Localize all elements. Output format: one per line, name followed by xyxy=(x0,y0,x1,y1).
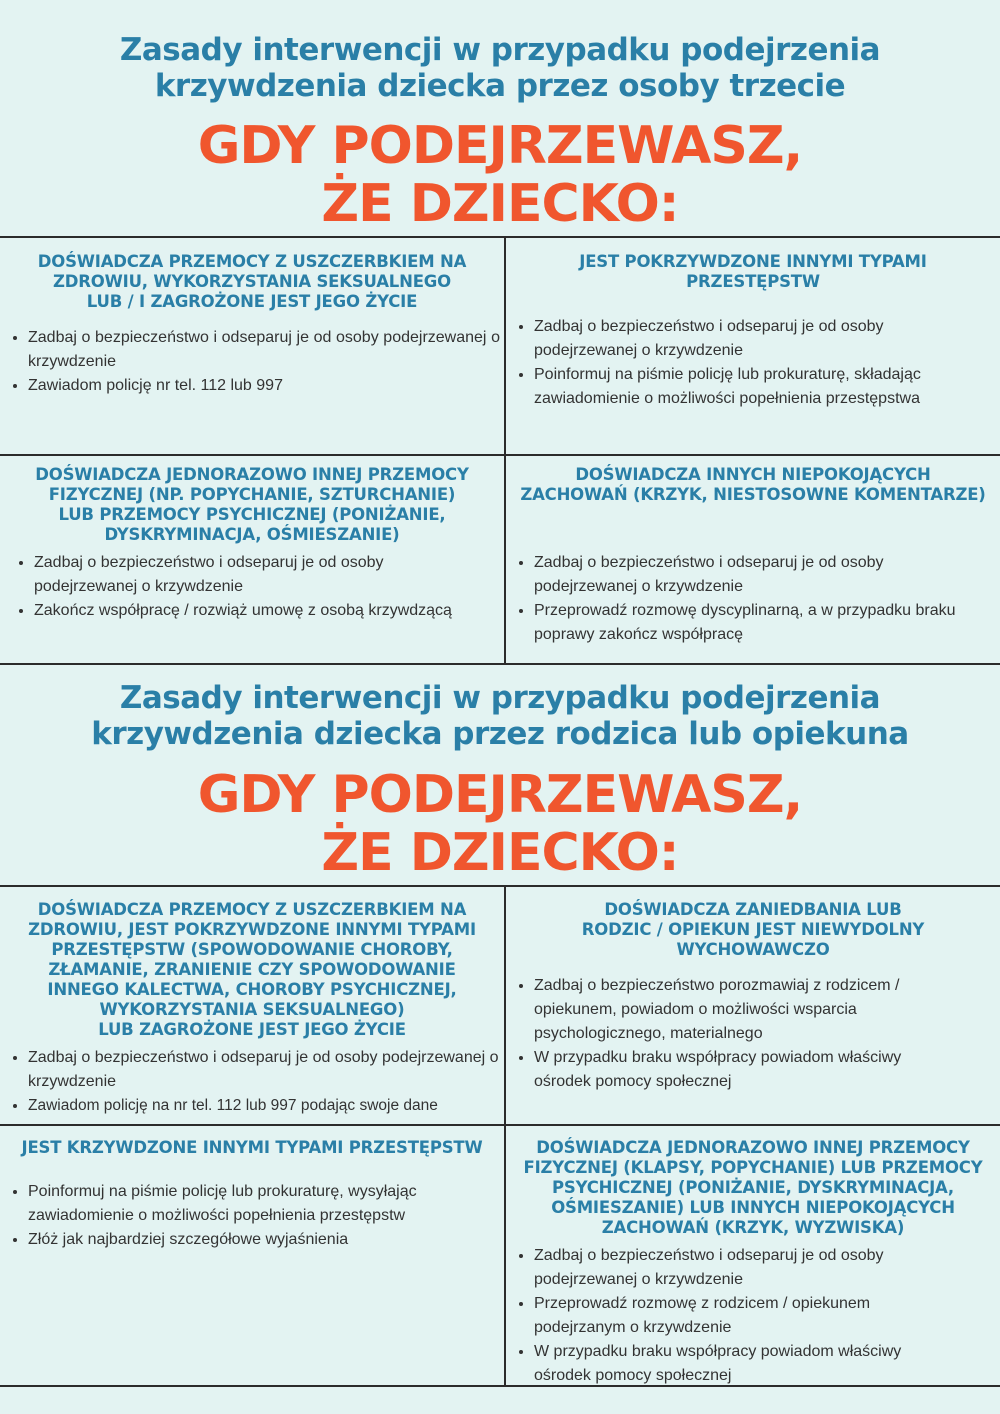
cell-title-line: LUB ZAGROŻONE JEST JEGO ŻYCIE xyxy=(98,1020,406,1039)
cell-list xyxy=(506,551,1000,647)
list-item: • Zadbaj o bezpieczeństwo i odseparuj je od osoby podejrzewanej o krzywdzenie xyxy=(534,551,960,599)
section1-title xyxy=(0,32,1000,104)
section1-big-title xyxy=(0,117,1000,233)
s1-cell-4 xyxy=(506,465,1000,647)
cell-list xyxy=(0,1180,504,1252)
cell-title-line: PRZESTĘPSTW (SPOWODOWANIE CHOROBY, xyxy=(51,940,453,959)
cell-list xyxy=(506,315,1000,411)
list-item: • Poinformuj na piśmie policję lub prokuraturę, składając zawiadomienie o możliwości popełnienia przestępstwa xyxy=(534,363,982,411)
cell-title-line: DOŚWIADCZA INNYCH NIEPOKOJĄCYCH xyxy=(575,465,931,484)
cell-title-line: ZDROWIU, JEST POKRZYWDZONE INNYMI TYPAMI xyxy=(28,920,476,939)
cell-title-line: PRZESTĘPSTW xyxy=(686,272,820,291)
s2-cell-1 xyxy=(0,900,504,1118)
section1-title-line2: krzywdzenia dziecka przez osoby trzecie xyxy=(154,68,846,104)
list-item: • Przeprowadź rozmowę z rodzicem / opiekunem podejrzanym o krzywdzenie xyxy=(534,1292,960,1340)
s2-cell-2 xyxy=(506,900,1000,1094)
divider xyxy=(0,663,1000,665)
cell-title-line: INNEGO KALECTWA, CHOROBY PSYCHICZNEJ, xyxy=(47,980,457,999)
cell-title-line: JEST POKRZYWDZONE INNYMI TYPAMI xyxy=(579,252,927,271)
list-item: • Zadbaj o bezpieczeństwo i odseparuj je od osoby podejrzewanej o krzywdzenie xyxy=(534,315,982,363)
cell-title-line: ZACHOWAŃ (KRZYK, WYZWISKA) xyxy=(601,1218,905,1237)
cell-title xyxy=(506,465,1000,505)
cell-title-line: LUB / I ZAGROŻONE JEST JEGO ŻYCIE xyxy=(86,292,418,311)
s1-cell-1 xyxy=(0,252,504,398)
s2-cell-4 xyxy=(506,1138,1000,1388)
cell-title xyxy=(0,1138,504,1158)
cell-list xyxy=(506,974,1000,1094)
cell-list xyxy=(506,1244,1000,1388)
cell-title-line: ZDROWIU, WYKORZYSTANIA SEKSUALNEGO xyxy=(53,272,451,291)
section2-title-line2: krzywdzenia dziecka przez rodzica lub opiekuna xyxy=(91,716,909,752)
list-item: • Zadbaj o bezpieczeństwo i odseparuj je od osoby podejrzewanej o krzywdzenie xyxy=(28,1046,502,1094)
divider xyxy=(0,1124,1000,1126)
section2-title xyxy=(0,680,1000,752)
cell-title-line: FIZYCZNEJ (NP. POPYCHANIE, SZTURCHANIE) xyxy=(48,485,456,504)
list-item: • Zadbaj o bezpieczeństwo i odseparuj je od osoby podejrzewanej o krzywdzenie xyxy=(34,551,464,599)
cell-title xyxy=(0,252,504,312)
section2-big-line2: ŻE DZIECKO: xyxy=(321,823,679,883)
cell-title-line: OŚMIESZANIE) LUB INNYCH NIEPOKOJĄCYCH xyxy=(551,1198,955,1217)
cell-title-line: DOŚWIADCZA JEDNORAZOWO INNEJ PRZEMOCY xyxy=(35,465,469,484)
section2-big-title xyxy=(0,766,1000,882)
list-item: • Przeprowadź rozmowę dyscyplinarną, a w przypadku braku poprawy zakończ współpracę xyxy=(534,599,960,647)
cell-title-line: DYSKRYMINACJA, OŚMIESZANIE) xyxy=(104,525,400,544)
cell-list xyxy=(0,551,504,623)
list-item: • W przypadku braku współpracy powiadom właściwy ośrodek pomocy społecznej xyxy=(534,1046,960,1094)
section2-title-line1: Zasady interwencji w przypadku podejrzenia xyxy=(119,680,881,716)
divider xyxy=(0,454,1000,456)
cell-title xyxy=(0,900,504,1040)
cell-list xyxy=(0,326,504,398)
cell-title xyxy=(506,252,1000,292)
s2-cell-3 xyxy=(0,1138,504,1252)
list-item: • W przypadku braku współpracy powiadom właściwy ośrodek pomocy społecznej xyxy=(534,1340,960,1388)
cell-title-line: PSYCHICZNEJ (PONIŻANIE, DYSKRYMINACJA, xyxy=(552,1178,954,1197)
cell-title-line: ZACHOWAŃ (KRZYK, NIESTOSOWNE KOMENTARZE) xyxy=(520,485,986,504)
cell-title-line: FIZYCZNEJ (KLAPSY, POPYCHANIE) LUB PRZEMOCY xyxy=(523,1158,983,1177)
cell-title-line: DOŚWIADCZA PRZEMOCY Z USZCZERBKIEM NA xyxy=(37,252,467,271)
list-item: • Zawiadom policję nr tel. 112 lub 997 xyxy=(28,374,500,398)
cell-list xyxy=(0,1046,504,1118)
cell-title-line: ZŁAMANIE, ZRANIENIE CZY SPOWODOWANIE xyxy=(48,960,456,979)
list-item: • Zawiadom policję na nr tel. 112 lub 997 podając swoje dane xyxy=(28,1094,502,1118)
cell-title-line: WYKORZYSTANIA SEKSUALNEGO) xyxy=(99,1000,405,1019)
s1-cell-3 xyxy=(0,465,504,623)
cell-title xyxy=(506,1138,1000,1238)
cell-title-line: DOŚWIADCZA ZANIEDBANIA LUB xyxy=(604,900,902,919)
list-item: • Zakończ współpracę / rozwiąż umowę z osobą krzywdzącą xyxy=(34,599,464,623)
section1-big-line2: ŻE DZIECKO: xyxy=(321,174,679,234)
cell-title-line: DOŚWIADCZA PRZEMOCY Z USZCZERBKIEM NA xyxy=(37,900,467,919)
cell-title xyxy=(506,900,1000,960)
divider xyxy=(0,885,1000,887)
list-item: • Poinformuj na piśmie policję lub prokuraturę, wysyłając zawiadomienie o możliwości popełnienia przestępstw xyxy=(28,1180,490,1228)
divider xyxy=(0,236,1000,238)
section2-big-line1: GDY PODEJRZEWASZ, xyxy=(197,765,803,825)
list-item: • Zadbaj o bezpieczeństwo i odseparuj je od osoby podejrzewanej o krzywdzenie xyxy=(28,326,500,374)
cell-title-line: WYCHOWAWCZO xyxy=(676,940,830,959)
cell-title-line: LUB PRZEMOCY PSYCHICZNEJ (PONIŻANIE, xyxy=(58,505,446,524)
section1-title-line1: Zasady interwencji w przypadku podejrzenia xyxy=(119,32,881,68)
list-item: • Złóż jak najbardziej szczegółowe wyjaśnienia xyxy=(28,1228,490,1252)
section1-big-line1: GDY PODEJRZEWASZ, xyxy=(197,116,803,176)
list-item: • Zadbaj o bezpieczeństwo i odseparuj je od osoby podejrzewanej o krzywdzenie xyxy=(534,1244,960,1292)
cell-title-line: DOŚWIADCZA JEDNORAZOWO INNEJ PRZEMOCY xyxy=(536,1138,970,1157)
cell-title-line: JEST KRZYWDZONE INNYMI TYPAMI PRZESTĘPSTW xyxy=(21,1138,483,1157)
s1-cell-2 xyxy=(506,252,1000,411)
cell-title xyxy=(0,465,504,545)
list-item: • Zadbaj o bezpieczeństwo porozmawiaj z rodzicem / opiekunem, powiadom o możliwości wsparcia psychologicznego, materialnego xyxy=(534,974,960,1046)
cell-title-line: RODZIC / OPIEKUN JEST NIEWYDOLNY xyxy=(581,920,925,939)
